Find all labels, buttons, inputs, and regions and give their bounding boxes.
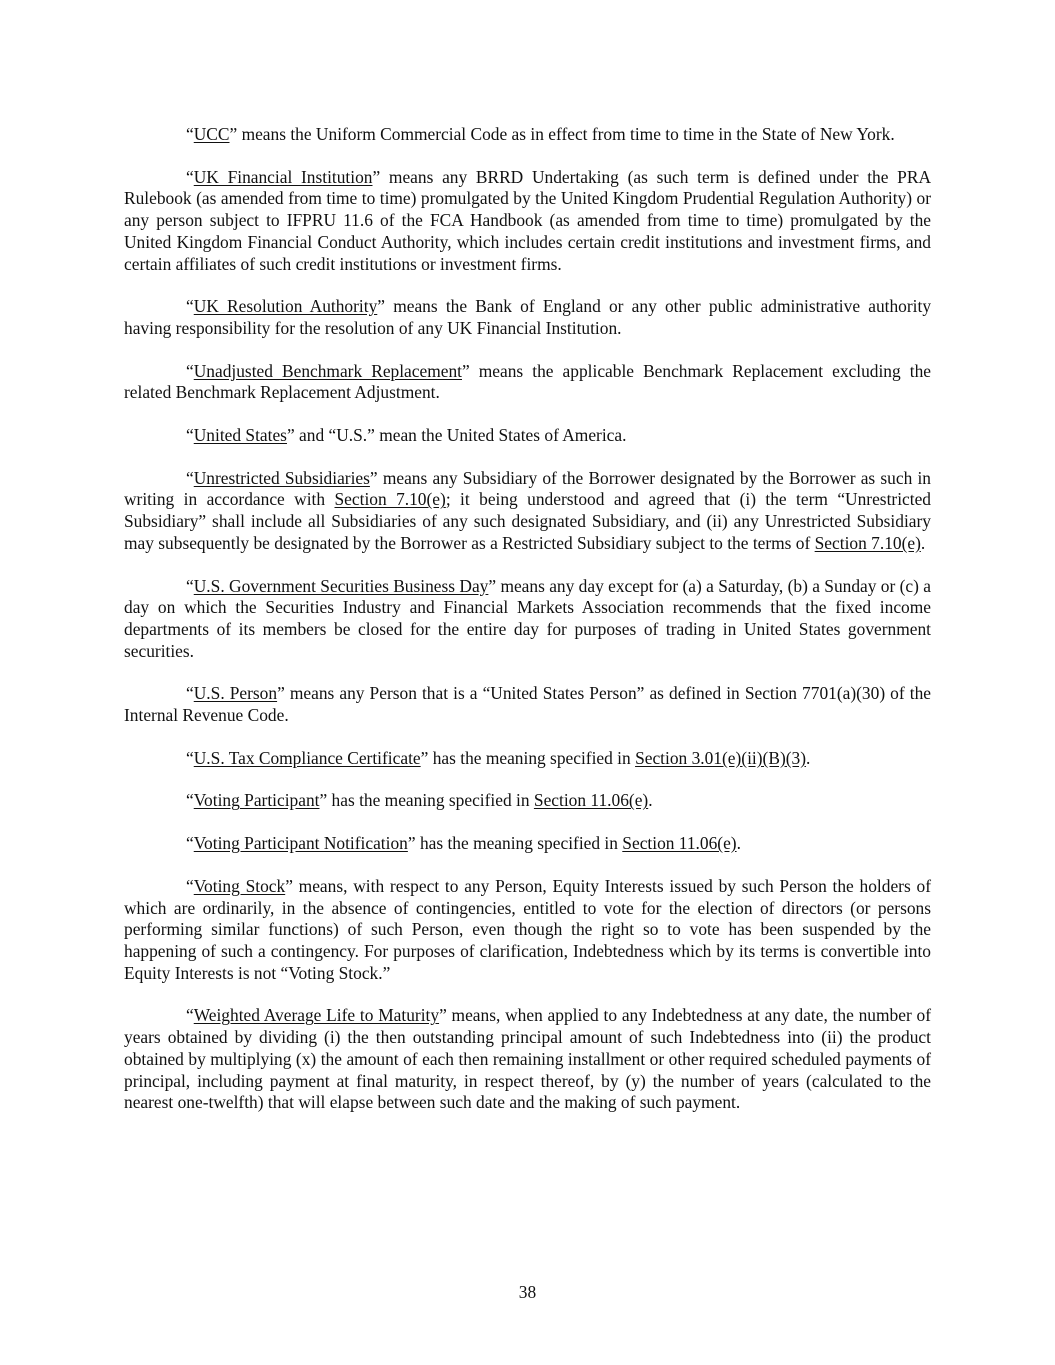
section-reference: Section 3.01(e)(ii)(B)(3) [635, 747, 807, 768]
definition-text: “ [186, 833, 194, 854]
definition-text: . [920, 532, 926, 553]
definition-text: ” means, with respect to any Person, Equity Interests issued by such Person the holders of which are ordinarily, in the absence of contingencies, entitled to vote for the election of directors (or persons performing similar functions) of such Person, even though the right so to vote has been suspended by the happening of such a contingency. For purposes of clarification, Indebtedness which by its terms is convertible into Equity Interests is not “Voting Stock.” [124, 875, 931, 983]
definition-text: ” has the meaning specified in [407, 833, 623, 854]
defined-term: UCC [193, 124, 230, 144]
definition-uk-resolution-authority [124, 296, 931, 339]
definition-text: . [648, 790, 653, 811]
definition-text: ” means the Bank of England or any other public administrative authority having responsibility for the resolution of any UK Financial Institution. [124, 296, 932, 338]
definition-text: ” and “U.S.” mean the United States of America. [286, 425, 627, 446]
definition-ucc [124, 124, 931, 146]
definition-uk-financial-institution [124, 167, 931, 276]
defined-term: U.S. Government Securities Business Day [193, 575, 489, 596]
definition-text: ; it being understood and agreed that (i) the term “Unrestricted Subsidiary” shall include all Subsidiaries of any such designated Subsidiary, and (ii) any Unrestricted Subsidiary may subsequently be designated by the Borrower as a Restricted Subsidiary subject to the terms of [124, 489, 931, 553]
definition-weighted-average-life-to-maturity [124, 1005, 931, 1114]
defined-term: UK Financial Institution [193, 166, 373, 187]
definition-us-government-securities-business-day [124, 576, 931, 663]
definition-text: ” means any Subsidiary of the Borrower designated by the Borrower as such in writing in accordance with [124, 467, 931, 510]
defined-term: Voting Stock [193, 875, 286, 896]
definition-voting-participant [124, 790, 931, 812]
defined-term: U.S. Tax Compliance Certificate [193, 747, 421, 768]
definition-text: “ [186, 875, 194, 896]
definition-text: “ [186, 1005, 194, 1026]
definition-us-person [124, 683, 931, 726]
definition-text: ” has the meaning specified in [319, 790, 534, 811]
defined-term: United States [193, 425, 287, 446]
definition-voting-participant-notification [124, 833, 931, 855]
defined-term: Weighted Average Life to Maturity [193, 1005, 440, 1026]
section-reference: Section 7.10(e) [334, 489, 446, 510]
definition-text: “ [186, 467, 194, 488]
definition-voting-stock [124, 876, 931, 985]
document-page [124, 124, 931, 1135]
defined-term: Unadjusted Benchmark Replacement [193, 360, 462, 381]
definition-text: “ [186, 296, 194, 317]
definitions-list [124, 124, 931, 1114]
definition-unadjusted-benchmark-replacement [124, 361, 931, 404]
definition-text: “ [186, 575, 194, 596]
section-reference: Section 11.06(e) [533, 790, 649, 811]
definition-text: “ [186, 166, 194, 187]
definition-text: “ [186, 124, 194, 144]
definition-text: “ [186, 360, 194, 381]
definition-text: “ [186, 747, 194, 768]
definition-text: “ [186, 790, 194, 811]
definition-text: ” means any BRRD Undertaking (as such term is defined under the PRA Rulebook (as amended from time to time) promulgated by the United Kingdom Prudential Regulation Authority) or any person subject to IFPRU 11.6 of the FCA Handbook (as amended from time to time) promulgated by the United Kingdom Financial Conduct Authority, which includes certain credit institutions and investment firms, and certain affiliates of such credit institutions or investment firms. [124, 166, 932, 274]
definition-text: ” means the applicable Benchmark Replacement excluding the related Benchmark Replacement Adjustment. [124, 360, 931, 403]
defined-term: Unrestricted Subsidiaries [193, 467, 370, 488]
defined-term: U.S. Person [193, 683, 278, 704]
definition-text: ” means the Uniform Commercial Code as in effect from time to time in the State of New York. [229, 124, 895, 144]
definition-text: ” means any Person that is a “United States Person” as defined in Section 7701(a)(30) of the Internal Revenue Code. [124, 683, 931, 726]
definition-text: ” has the meaning specified in [420, 747, 636, 768]
definition-text: ” means any day except for (a) a Saturday, (b) a Sunday or (c) a day on which the Securities Industry and Financial Markets Association recommends that the fixed income departments of its members be closed for the entire day for purposes of trading in United States government securities. [124, 575, 931, 661]
defined-term: Voting Participant [193, 790, 320, 811]
definition-unrestricted-subsidiaries [124, 468, 931, 555]
definition-us-tax-compliance-certificate [124, 748, 931, 770]
defined-term: UK Resolution Authority [193, 296, 378, 317]
defined-term: Voting Participant Notification [193, 833, 408, 854]
definition-text: . [736, 833, 741, 854]
definition-text: “ [186, 683, 194, 704]
section-reference: Section 11.06(e) [622, 833, 737, 854]
definition-text: “ [186, 425, 194, 446]
definition-text: ” means, when applied to any Indebtedness at any date, the number of years obtained by dividing (i) the then outstanding principal amount of such Indebtedness into (ii) the product obtained by multiplying (x) the amount of each then remaining installment or other required scheduled payments of principal, including payment at final maturity, in respect thereof, by (y) the number of years (calculated to the nearest one-twelfth) that will elapse between such date and the making of such payment. [124, 1005, 931, 1113]
section-reference: Section 7.10(e) [814, 532, 921, 553]
definition-united-states [124, 425, 931, 447]
definition-text: . [806, 747, 811, 768]
page-number: 38 [518, 1282, 537, 1302]
